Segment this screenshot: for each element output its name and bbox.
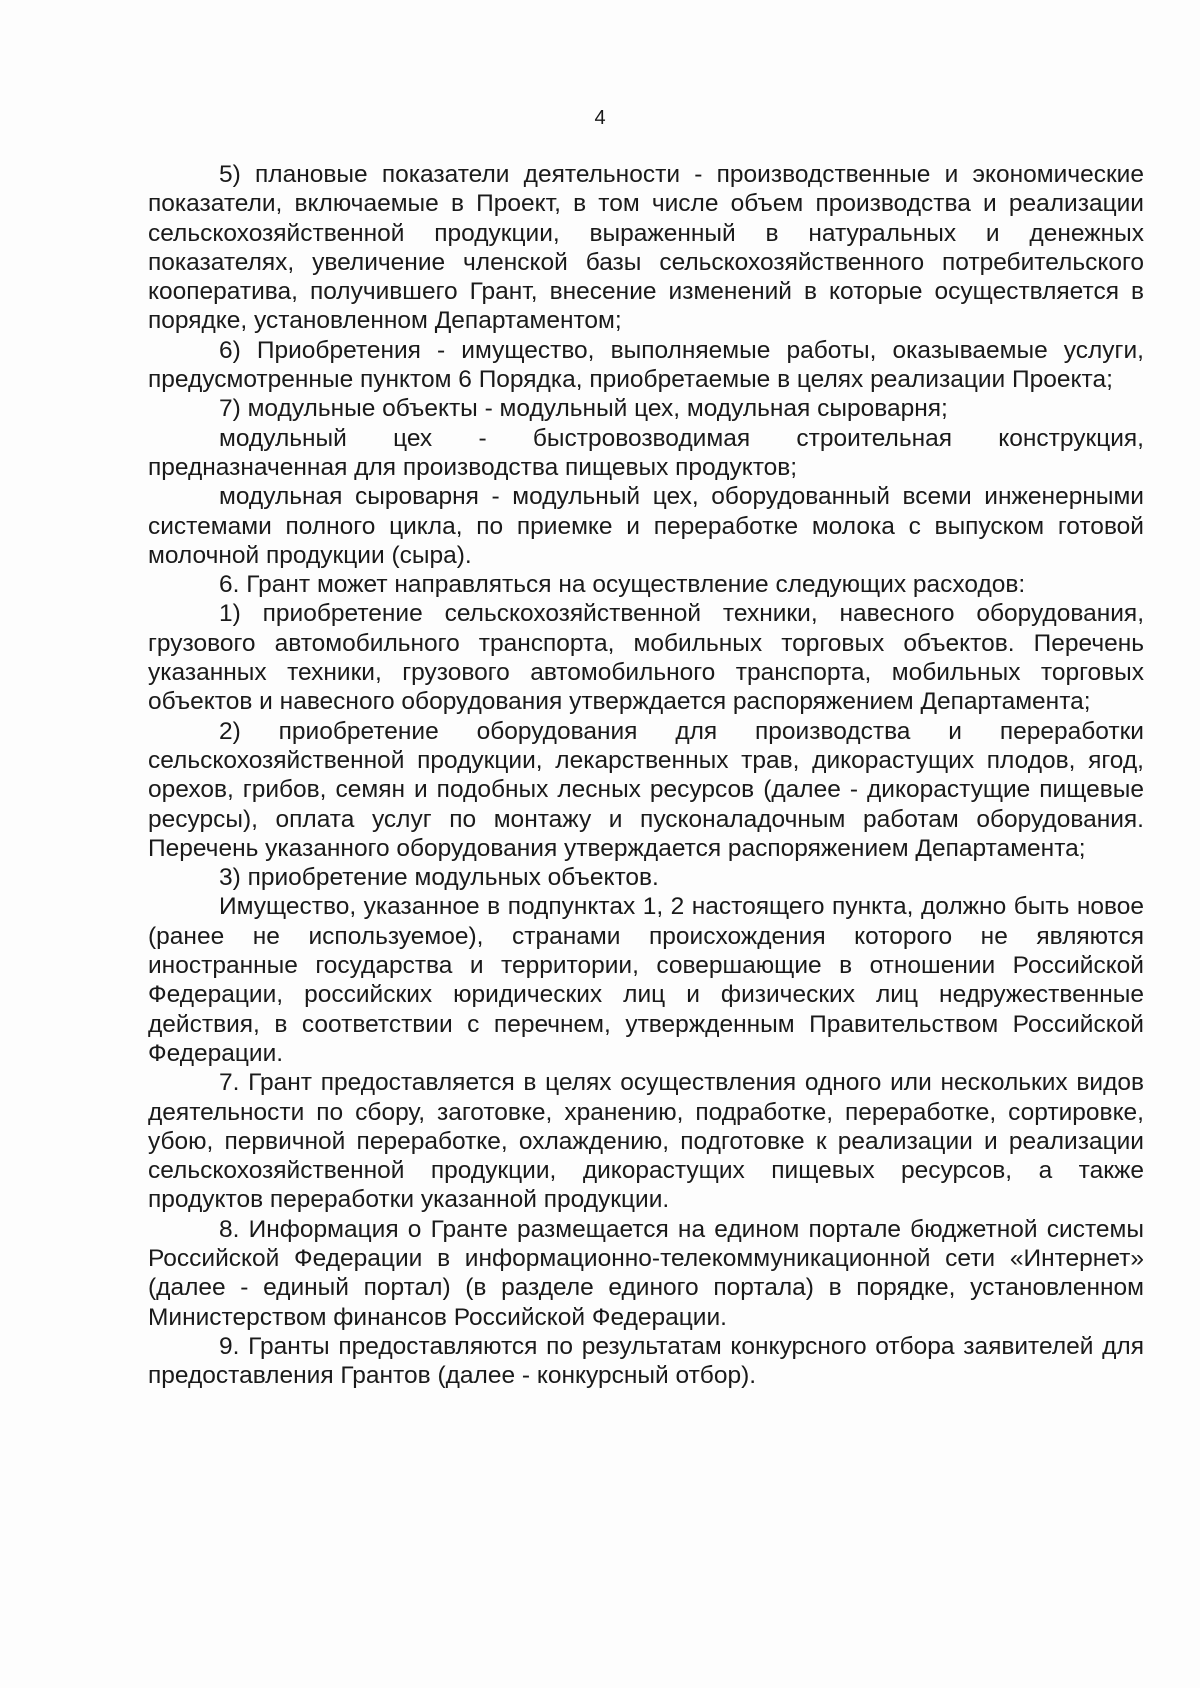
paragraph-section-8: 8. Информация о Гранте размещается на едином портале бюджетной системы Российской Федерации в информационно-телекоммуникационной сети «Интернет» (далее - единый портал) (в разделе единого портала) в порядке, установленном Министерством финансов Российской Федерации. — [148, 1215, 1144, 1331]
paragraph-modular-workshop: модульный цех - быстровозводимая строительная конструкция, предназначенная для производства пищевых продуктов; — [148, 424, 1144, 481]
paragraph-6-1-machinery: 1) приобретение сельскохозяйственной техники, навесного оборудования, грузового автомобильного транспорта, мобильных торговых объектов. Перечень указанных техники, грузового автомобильного транспорта, мобильных торговых объектов и навесного оборудования утверждается распоряжением Департамента; — [148, 600, 1144, 716]
paragraph-section-9: 9. Гранты предоставляются по результатам конкурсного отбора заявителей для предоставления Грантов (далее - конкурсный отбор). — [148, 1332, 1144, 1390]
paragraph-section-7: 7. Грант предоставляется в целях осуществления одного или нескольких видов деятельности по сбору, заготовке, хранению, подработке, переработке, сортировке, убою, первичной переработке, охлаждению, подготовке к реализации и реализации сельскохозяйственной продукции, дикорастущих пищевых ресурсов, а также продуктов переработки указанной продукции. — [148, 1069, 1144, 1214]
paragraph-section-6-heading: 6. Грант может направляться на осуществление следующих расходов: — [219, 571, 1026, 599]
paragraph-5-planned-indicators: 5) плановые показатели деятельности - производственные и экономические показатели, включаемые в Проект, в том числе объем производства и реализации сельскохозяйственной продукции, выраженный в натуральных и денежных показателях, увеличение членской базы сельскохозяйственного потребительского кооператива, получившего Грант, внесение изменений в которые осуществляется в порядке, установленном Департаментом; — [148, 161, 1144, 335]
page-number: 4 — [594, 107, 606, 129]
paragraph-7-modular-objects: 7) модульные объекты - модульный цех, модульная сыроварня; — [219, 395, 948, 423]
document-body — [148, 160, 1144, 1390]
paragraph-property-requirements: Имущество, указанное в подпунктах 1, 2 настоящего пункта, должно быть новое (ранее не используемое), странами происхождения которого не являются иностранные государства и территории, совершающие в отношении Российской Федерации, российских юридических лиц и физических лиц недружественные действия, в соответствии с перечнем, утвержденным Правительством Российской Федерации. — [148, 893, 1144, 1067]
paragraph-modular-cheese-dairy: модульная сыроварня - модульный цех, оборудованный всеми инженерными системами полного цикла, по приемке и переработке молока с выпуском готовой молочной продукции (сыра). — [148, 483, 1144, 569]
paragraph-6-2-equipment: 2) приобретение оборудования для производства и переработки сельскохозяйственной продукции, лекарственных трав, дикорастущих плодов, ягод, орехов, грибов, семян и подобных лесных ресурсов (далее - дикорастущие пищевые ресурсы), оплата услуг по монтажу и пусконаладочным работам оборудования. Перечень указанного оборудования утверждается распоряжением Департамента; — [148, 717, 1144, 862]
paragraph-6-3-modular-objects: 3) приобретение модульных объектов. — [219, 864, 659, 892]
paragraph-6-acquisitions: 6) Приобретения - имущество, выполняемые работы, оказываемые услуги, предусмотренные пунктом 6 Порядка, приобретаемые в целях реализации Проекта; — [148, 336, 1144, 394]
